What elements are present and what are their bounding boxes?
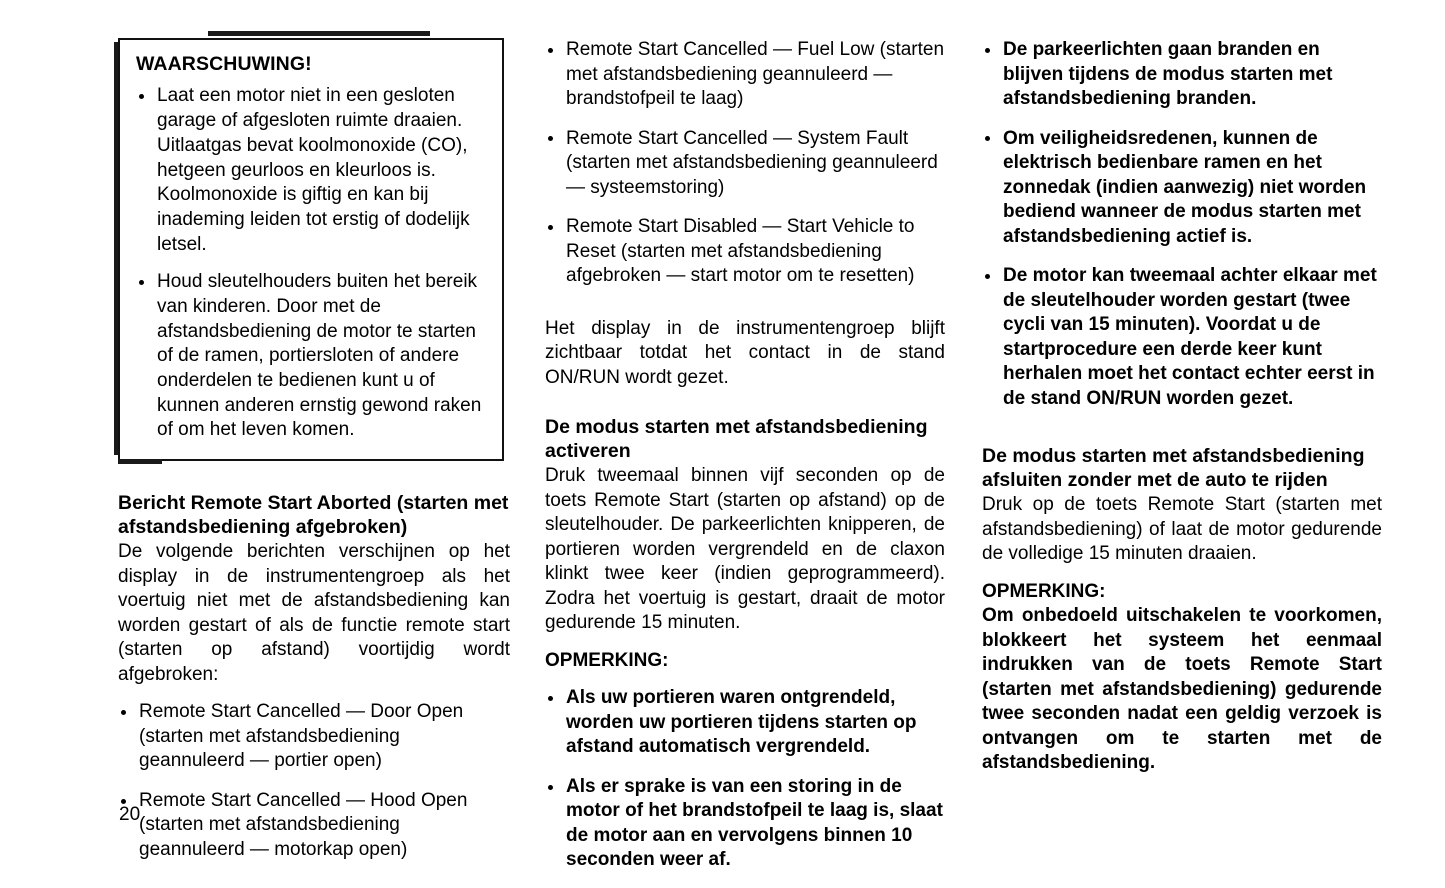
warning-box xyxy=(118,38,504,461)
bullet-dot-icon xyxy=(139,94,144,99)
note-item-text: Als uw portieren waren ontgrendeld, worden uw portieren tijdens starten op afstand automatisch vergrendeld. xyxy=(566,687,917,758)
list-item-text: Remote Start Disabled — Start Vehicle to Reset (starten met afstandsbediening afgebroken — start motor om te resetten) xyxy=(566,216,915,286)
bullet-dot-icon xyxy=(548,785,553,790)
spacer xyxy=(118,461,510,492)
list-item xyxy=(118,789,510,863)
bullet-dot-icon xyxy=(548,48,553,53)
note-body-paragraph: Om onbedoeld uitschakelen te voorkomen, blokkeert het systeem het eenmaal indrukken van de toets Remote Start (starten met afstandsbediening) gedurende twee seconden nadat een geldig verzoek is ontvangen om te starten met de afstandsbediening. xyxy=(982,605,1382,774)
section-heading-exit-remote-start: De modus starten met afstandsbediening afsluiten zonder met de auto te rijden xyxy=(982,445,1365,491)
bullet-dot-icon xyxy=(548,225,553,230)
note-item-text: De motor kan tweemaal achter elkaar met de sleutelhouder worden gestart (twee cycli van 15 minuten). Voordat u de startprocedure een derde keer kunt herhalen moet het contact echter eerst in de stand ON/RUN worden gezet. xyxy=(1003,265,1377,409)
activate-remote-start-body: Druk tweemaal binnen vijf seconden op de toets Remote Start (starten op afstand) op de sleutelhouder. De parkeerlichten knipperen, de portieren worden vergrendeld en de claxon klinkt twee keer (indien geprogrammeerd). Zodra het voertuig is gestart, draait de motor gedurende 15 minuten. xyxy=(545,465,945,634)
list-item-text: Remote Start Cancelled — System Fault (starten met afstandsbediening geannuleerd — systeemstoring) xyxy=(566,127,938,198)
spacer xyxy=(982,426,1382,445)
list-item xyxy=(545,686,945,760)
spacer xyxy=(545,390,945,416)
list-item-text: Remote Start Cancelled — Fuel Low (starten met afstandsbediening geannuleerd — brandstofpeil te laag) xyxy=(566,39,945,109)
warning-bullet-list xyxy=(136,84,486,443)
section-heading-activate-remote-start: De modus starten met afstandsbediening activeren xyxy=(545,416,928,462)
list-item xyxy=(118,700,510,774)
note-item-text: De parkeerlichten gaan branden en blijven tijdens de modus starten met afstandsbediening branden. xyxy=(1003,39,1333,109)
list-item xyxy=(982,264,1382,411)
warning-item-text: Houd sleutelhouders buiten het bereik van kinderen. Door met de afstandsbediening de motor te starten of de ramen, portiersloten of andere onderdelen te bedienen kunt u of kunnen anderen ernstig gewond raken of om het leven komen. xyxy=(157,271,482,441)
note-label-opmerking: OPMERKING: xyxy=(982,580,1106,602)
exit-remote-start-body: Druk op de toets Remote Start (starten met afstandsbediening) of laat de motor gedurende de volledige 15 minuten draaien. xyxy=(982,494,1382,565)
warning-box-left-edge-artifact xyxy=(114,42,118,455)
spacer xyxy=(545,304,945,317)
list-item xyxy=(545,775,945,873)
spacer xyxy=(118,687,510,700)
note-label-opmerking: OPMERKING: xyxy=(545,649,669,671)
column-1 xyxy=(118,38,510,877)
list-item xyxy=(982,127,1382,250)
bullet-dot-icon xyxy=(985,48,990,53)
bullet-dot-icon xyxy=(985,136,990,141)
section-intro-paragraph: De volgende berichten verschijnen op het display in de instrumentengroep als het voertuig niet met de afstandsbediening kan worden gestart of als de functie remote start (starten op afstand) voortijdig wordt afgebroken: xyxy=(118,541,510,685)
bullet-dot-icon xyxy=(121,710,126,715)
bullet-dot-icon xyxy=(548,136,553,141)
spacer xyxy=(545,636,945,649)
list-item xyxy=(545,127,945,201)
warning-title: WAARSCHUWING! xyxy=(136,53,312,75)
spacer xyxy=(982,567,1382,580)
warning-item-text: Laat een motor niet in een gesloten garage of afgesloten ruimte draaien. Uitlaatgas bevat koolmonoxide (CO), hetgeen geurloos en kleurloos is. Koolmonoxide is giftig en kan bij inademing leiden tot erstig of dodelijk letsel. xyxy=(157,85,470,255)
list-item xyxy=(545,38,945,112)
list-item xyxy=(982,38,1382,112)
aborted-message-list-continued xyxy=(545,38,945,289)
list-item xyxy=(136,270,486,443)
bullet-dot-icon xyxy=(121,799,126,804)
note-item-text: Als er sprake is van een storing in de motor of het brandstofpeil te laag is, slaat de motor aan en vervolgens binnen 10 seconden weer af. xyxy=(566,775,943,871)
list-item-text: Remote Start Cancelled — Door Open (starten met afstandsbediening geannuleerd — portier open) xyxy=(139,701,464,772)
aborted-message-list xyxy=(118,700,510,862)
bullet-dot-icon xyxy=(985,274,990,279)
bullet-dot-icon xyxy=(139,280,144,285)
note-bullet-list-continued xyxy=(982,38,1382,411)
list-item-text: Remote Start Cancelled — Hood Open (starten met afstandsbediening geannuleerd — motorkap open) xyxy=(139,789,468,860)
bullet-dot-icon xyxy=(548,696,553,701)
column-3 xyxy=(982,38,1382,776)
spacer xyxy=(545,673,945,686)
list-item xyxy=(136,84,486,257)
display-visibility-paragraph: Het display in de instrumentengroep blijft zichtbaar totdat het contact in de stand ON/RUN wordt gezet. xyxy=(545,317,945,388)
column-2 xyxy=(545,38,945,888)
section-heading-remote-start-aborted: Bericht Remote Start Aborted (starten met afstandsbediening afgebroken) xyxy=(118,492,509,538)
note-item-text: Om veiligheidsredenen, kunnen de elektrisch bedienbare ramen en het zonnedak (indien aanwezig) niet worden bediend wanneer de modus starten met afstandsbediening actief is. xyxy=(1003,127,1367,247)
note-bullet-list xyxy=(545,686,945,873)
list-item xyxy=(545,215,945,289)
page-number: 20 xyxy=(119,804,141,825)
